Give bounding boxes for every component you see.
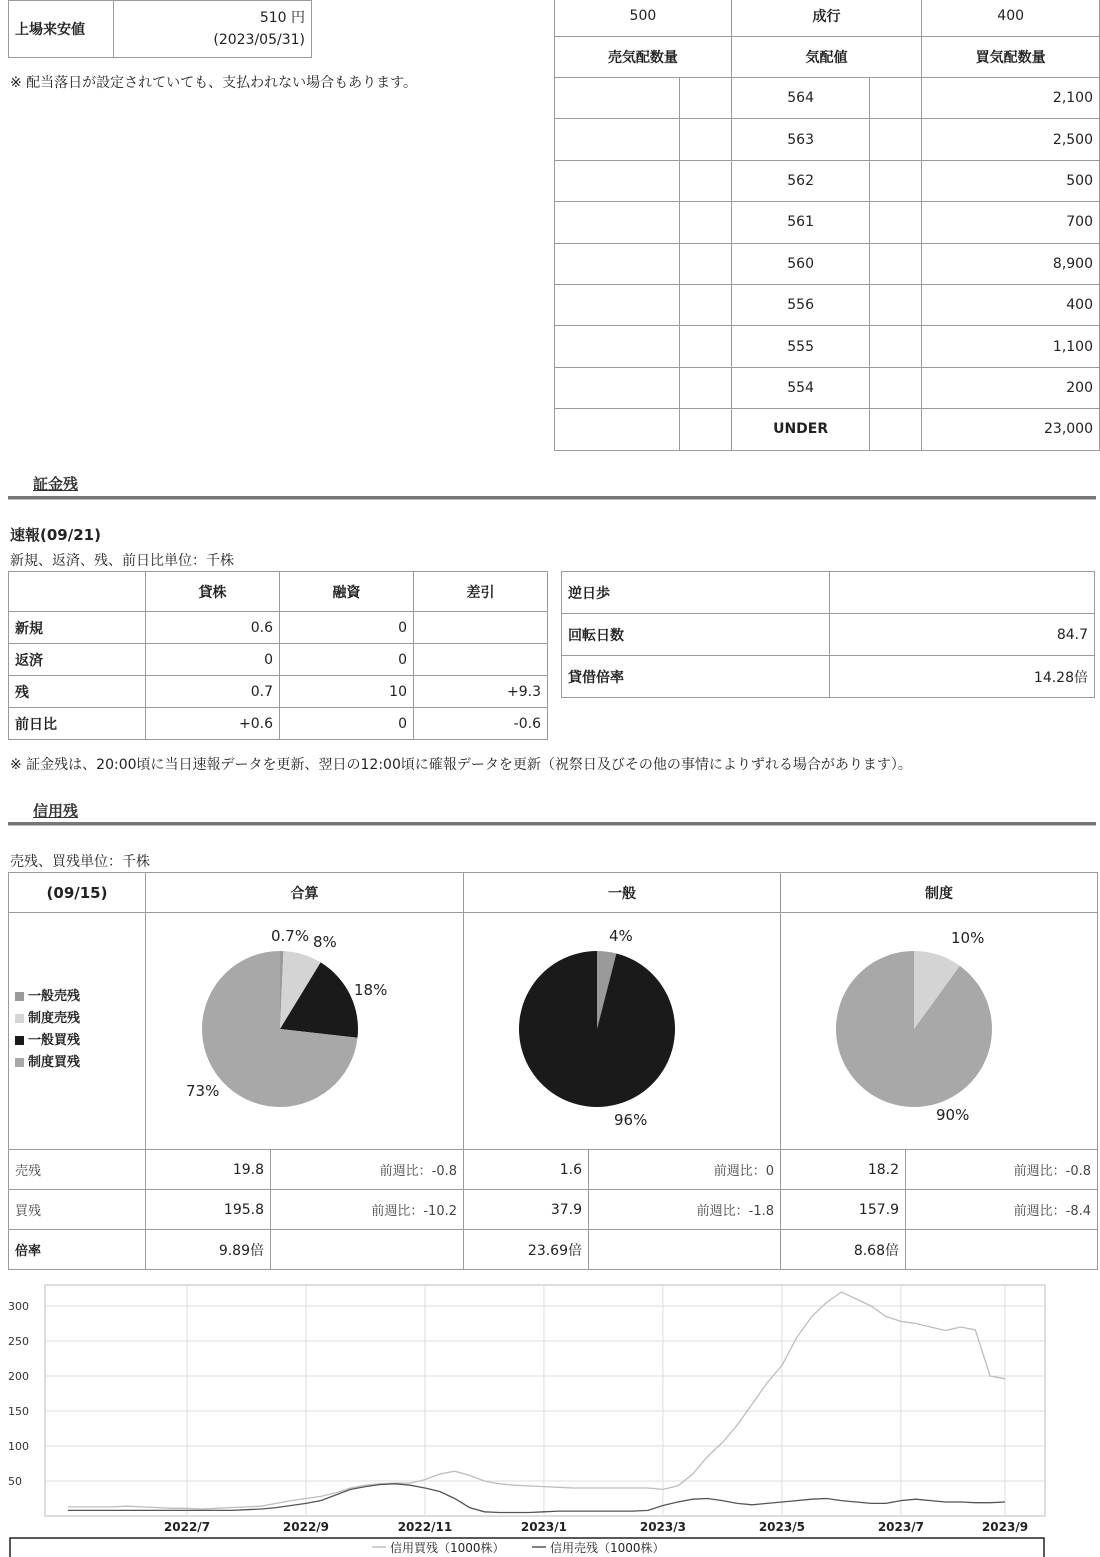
order-book-sell-blank (679, 326, 731, 367)
pie-general-cell (464, 913, 781, 1150)
order-book-sell-blank (679, 202, 731, 243)
margin-header: 融資 (280, 572, 414, 612)
margin-side-label: 逆日歩 (562, 572, 830, 614)
margin-cell: 0 (280, 708, 414, 740)
chart-ytick-label: 250 (8, 1335, 29, 1348)
order-book-price: UNDER (731, 409, 870, 450)
chart-ytick-label: 100 (8, 1440, 29, 1453)
legend-item (15, 1007, 139, 1029)
margin-cell: 0 (280, 612, 414, 644)
order-book-row (555, 367, 1100, 408)
order-book-price: 562 (731, 160, 870, 201)
pie-label: 8% (313, 933, 337, 951)
chart-xtick-label: 2023/3 (639, 1520, 686, 1534)
credit-value: 18.2 (781, 1150, 906, 1190)
order-book-top-left: 500 (555, 0, 732, 37)
margin-flash-date: 速報(09/21) (10, 526, 101, 544)
margin-side-label: 回転日数 (562, 614, 830, 656)
order-book-sell-header: 売気配数量 (555, 37, 732, 78)
credit-weekly-change (589, 1230, 781, 1270)
credit-col-combined: 合算 (146, 873, 464, 913)
order-book-buy-blank (870, 202, 922, 243)
margin-cell: 0 (280, 644, 414, 676)
margin-side-value: 14.28倍 (830, 656, 1095, 698)
legend-item (15, 985, 139, 1007)
margin-update-note: ※ 証金残は、20:00頃に当日速報データを更新、翌日の12:00頃に確報データを更新（祝祭日及びその他の事情によりずれる場合があります）。 (10, 757, 912, 773)
credit-weekly-change: 前週比：-0.8 (906, 1150, 1098, 1190)
order-book-buy-blank (870, 409, 922, 450)
margin-table (8, 571, 548, 740)
order-book-sell-qty (555, 409, 680, 450)
order-book-row (555, 202, 1100, 243)
credit-weekly-change: 前週比：-1.8 (589, 1190, 781, 1230)
margin-row-label: 返済 (9, 644, 146, 676)
margin-section-title: 証金残 (33, 475, 79, 493)
pie-system (781, 913, 1097, 1145)
pie-label: 90% (936, 1106, 970, 1124)
order-book-buy-blank (870, 160, 922, 201)
credit-col-general: 一般 (464, 873, 781, 913)
margin-header: 貸株 (146, 572, 280, 612)
credit-weekly-change (271, 1230, 464, 1270)
credit-section-title: 信用残 (33, 802, 79, 820)
margin-row (9, 708, 548, 740)
order-book-buy-qty: 8,900 (922, 243, 1100, 284)
margin-cell: +9.3 (414, 676, 548, 708)
pie-system-cell (781, 913, 1098, 1150)
order-book-top-right: 400 (922, 0, 1100, 37)
order-book-sell-qty (555, 202, 680, 243)
pie-label: 96% (614, 1111, 648, 1129)
chart-xtick-label: 2023/9 (981, 1520, 1029, 1534)
credit-weekly-change: 前週比：-8.4 (906, 1190, 1098, 1230)
chart-ytick-label: 50 (8, 1475, 22, 1488)
legend-label: 一般売残 (28, 989, 81, 1004)
order-book-top-mid: 成行 (731, 0, 921, 37)
chart-xtick-label: 2022/7 (163, 1520, 211, 1534)
credit-weekly-change: 前週比：-10.2 (271, 1190, 464, 1230)
chart-ytick-label: 200 (8, 1370, 29, 1383)
chart-legend-label: 信用売残（1000株） (550, 1541, 665, 1555)
margin-side-row (562, 572, 1095, 614)
order-book-row (555, 326, 1100, 367)
order-book-buy-qty: 500 (922, 160, 1100, 201)
chart-xtick-label: 2022/9 (282, 1520, 330, 1534)
order-book-sell-qty (555, 119, 680, 160)
order-book-price: 555 (731, 326, 870, 367)
order-book-sell-blank (679, 367, 731, 408)
order-book-buy-qty: 2,100 (922, 78, 1100, 119)
margin-cell: 10 (280, 676, 414, 708)
margin-side-value: 84.7 (830, 614, 1095, 656)
order-book-sell-qty (555, 326, 680, 367)
listing-low-value-cell (114, 1, 312, 58)
order-book-buy-blank (870, 284, 922, 325)
credit-col-system: 制度 (781, 873, 1098, 913)
credit-unit-note: 売残、買残単位：千株 (10, 854, 150, 870)
order-book-price-header: 気配値 (731, 37, 921, 78)
margin-section-rule (8, 496, 1096, 500)
order-book-sell-blank (679, 284, 731, 325)
order-book-buy-qty: 23,000 (922, 409, 1100, 450)
pie-slice (519, 951, 675, 1107)
order-book-buy-blank (870, 326, 922, 367)
credit-value: 8.68倍 (781, 1230, 906, 1270)
pie-label: 0.7% (271, 927, 310, 945)
chart-ytick-label: 150 (8, 1405, 29, 1418)
credit-value: 19.8 (146, 1150, 271, 1190)
order-book-price: 554 (731, 367, 870, 408)
margin-row-label: 残 (9, 676, 146, 708)
order-book-table (554, 0, 1100, 451)
order-book-row (555, 78, 1100, 119)
order-book-price: 560 (731, 243, 870, 284)
order-book-sell-qty (555, 160, 680, 201)
credit-value: 157.9 (781, 1190, 906, 1230)
margin-header: 差引 (414, 572, 548, 612)
order-book-row (555, 284, 1100, 325)
credit-row-label: 買残 (9, 1190, 146, 1230)
order-book-sell-blank (679, 78, 731, 119)
order-book-row (555, 409, 1100, 450)
order-book-price: 564 (731, 78, 870, 119)
legend-swatch-icon (15, 1014, 24, 1023)
order-book-sell-qty (555, 78, 680, 119)
order-book-row (555, 160, 1100, 201)
listing-low-date: (2023/05/31) (213, 32, 305, 48)
order-book-buy-qty: 700 (922, 202, 1100, 243)
order-book-sell-blank (679, 243, 731, 284)
order-book-buy-blank (870, 119, 922, 160)
order-book-buy-blank (870, 243, 922, 284)
order-book-sell-qty (555, 243, 680, 284)
margin-cell: +0.6 (146, 708, 280, 740)
credit-section-rule (8, 822, 1096, 826)
margin-row-label: 前日比 (9, 708, 146, 740)
margin-unit-note: 新規、返済、残、前日比単位：千株 (10, 553, 234, 569)
legend-label: 一般買残 (28, 1033, 81, 1048)
credit-row (9, 1150, 1098, 1190)
credit-row (9, 1230, 1098, 1270)
order-book-sell-blank (679, 160, 731, 201)
chart-ytick-label: 300 (8, 1300, 29, 1313)
margin-cell: 0.7 (146, 676, 280, 708)
pie-slice (836, 951, 992, 1107)
credit-row (9, 1190, 1098, 1230)
order-book-sell-blank (679, 409, 731, 450)
margin-side-row (562, 614, 1095, 656)
margin-cell: 0 (146, 644, 280, 676)
credit-value: 1.6 (464, 1150, 589, 1190)
credit-value: 23.69倍 (464, 1230, 589, 1270)
chart-xtick-label: 2023/7 (877, 1520, 924, 1534)
order-book-price: 563 (731, 119, 870, 160)
order-book-buy-blank (870, 367, 922, 408)
listing-low-label: 上場来安値 (9, 1, 114, 58)
pie-label: 18% (354, 981, 388, 999)
order-book-sell-qty (555, 284, 680, 325)
legend-swatch-icon (15, 1036, 24, 1045)
order-book-sell-blank (679, 119, 731, 160)
legend-label: 制度売残 (28, 1011, 81, 1026)
order-book-sell-qty (555, 367, 680, 408)
legend-item (15, 1029, 139, 1051)
credit-weekly-change: 前週比：-0.8 (271, 1150, 464, 1190)
margin-cell (414, 644, 548, 676)
order-book-row (555, 119, 1100, 160)
chart-legend-box (10, 1538, 1044, 1557)
order-book-row (555, 243, 1100, 284)
order-book-buy-qty: 200 (922, 367, 1100, 408)
listing-low-table (8, 0, 312, 58)
legend-swatch-icon (15, 1058, 24, 1067)
margin-side-table (561, 571, 1095, 698)
legend-label: 制度買残 (28, 1055, 81, 1070)
margin-row (9, 612, 548, 644)
order-book-buy-qty: 1,100 (922, 326, 1100, 367)
legend-item (15, 1051, 139, 1073)
credit-value: 9.89倍 (146, 1230, 271, 1270)
order-book-buy-qty: 2,500 (922, 119, 1100, 160)
margin-row (9, 676, 548, 708)
order-book-buy-header: 買気配数量 (922, 37, 1100, 78)
credit-table (8, 872, 1098, 1270)
pie-combined-cell (146, 913, 464, 1150)
chart-xtick-label: 2023/5 (758, 1520, 805, 1534)
order-book-buy-qty: 400 (922, 284, 1100, 325)
chart-xtick-label: 2023/1 (520, 1520, 568, 1534)
margin-row-label: 新規 (9, 612, 146, 644)
credit-value: 195.8 (146, 1190, 271, 1230)
credit-weekly-change: 前週比：0 (589, 1150, 781, 1190)
credit-weekly-change (906, 1230, 1098, 1270)
margin-cell (414, 612, 548, 644)
margin-cell: -0.6 (414, 708, 548, 740)
chart-legend-label: 信用買残（1000株） (390, 1541, 505, 1555)
margin-side-label: 貸借倍率 (562, 656, 830, 698)
pie-combined (146, 913, 463, 1145)
pie-label: 10% (951, 929, 985, 947)
order-book-price: 561 (731, 202, 870, 243)
dividend-note: ※ 配当落日が設定されていても、支払われない場合もあります。 (10, 75, 418, 91)
credit-value: 37.9 (464, 1190, 589, 1230)
margin-row (9, 644, 548, 676)
margin-header (9, 572, 146, 612)
chart-xtick-label: 2022/11 (397, 1520, 453, 1534)
credit-row-label: 売残 (9, 1150, 146, 1190)
order-book-price: 556 (731, 284, 870, 325)
margin-cell: 0.6 (146, 612, 280, 644)
pie-label: 73% (186, 1082, 220, 1100)
credit-balance-line-chart (0, 1280, 1100, 1557)
listing-low-value: 510 円 (259, 10, 305, 26)
pie-label: 4% (609, 927, 633, 945)
margin-side-row (562, 656, 1095, 698)
pie-general (464, 913, 780, 1145)
margin-side-value (830, 572, 1095, 614)
legend-swatch-icon (15, 992, 24, 1001)
credit-row-label: 倍率 (9, 1230, 146, 1270)
credit-legend (9, 913, 146, 1150)
credit-date: (09/15) (9, 873, 146, 913)
order-book-buy-blank (870, 78, 922, 119)
